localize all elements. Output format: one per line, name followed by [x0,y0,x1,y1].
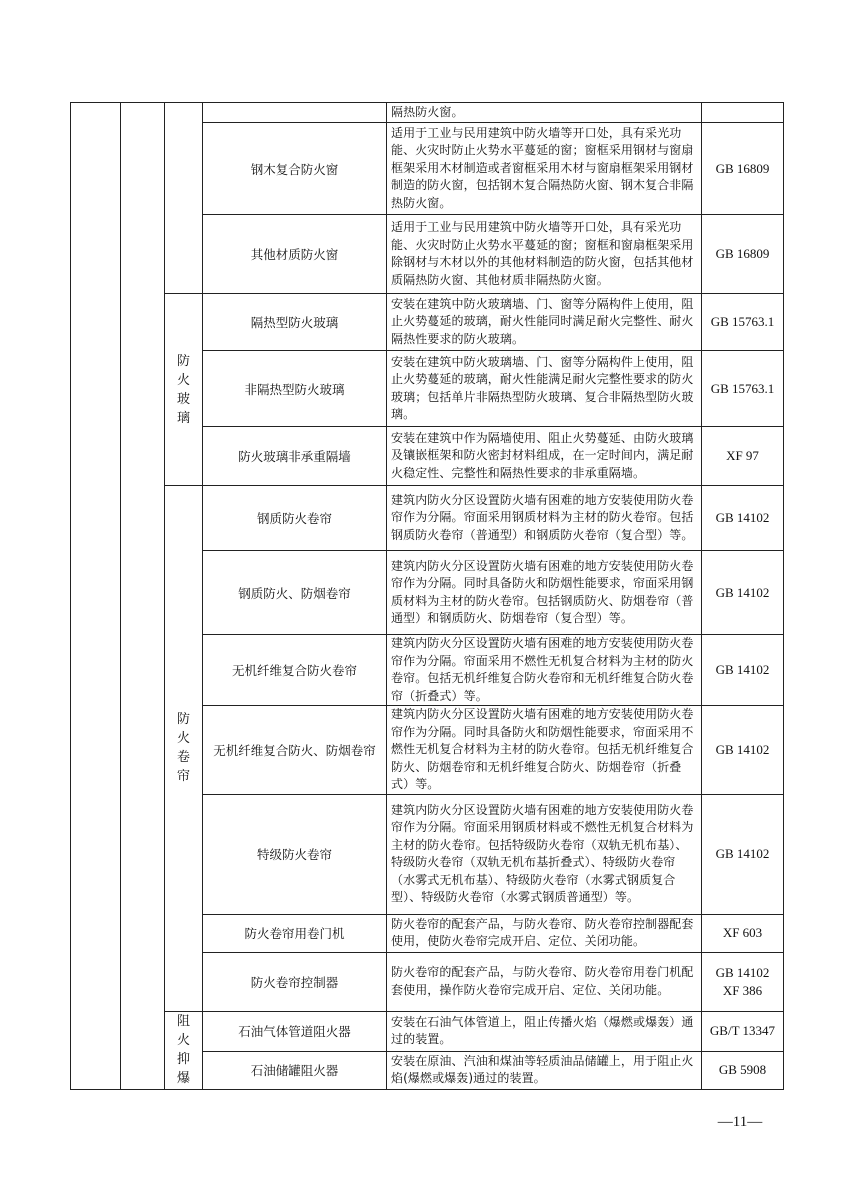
standard-code: GB 5908 [702,1051,784,1089]
standard-code: GB 14102 [702,794,784,914]
product-name: 石油储罐阻火器 [203,1051,387,1089]
product-description: 安装在建筑中防火玻璃墙、门、窗等分隔构件上使用，阻止火势蔓延的玻璃，耐火性能同时满足耐火完整性、耐火隔热性要求的防火玻璃。 [387,294,702,351]
product-name: 钢质防火、防烟卷帘 [203,551,387,635]
product-name: 无机纤维复合防火、防烟卷帘 [203,706,387,795]
blank-column-2 [121,103,165,1090]
standard-code: GB 14102 [702,551,784,635]
product-description: 安装在原油、汽油和煤油等轻质油品储罐上，用于阻止火焰(爆燃或爆轰)通过的装置。 [387,1051,702,1089]
product-name: 隔热型防火玻璃 [203,294,387,351]
product-spec-table [70,102,784,1090]
product-description: 适用于工业与民用建筑中防火墙等开口处，具有采光功能、火灾时防止火势水平蔓延的窗；窗框和窗扇框架采用除钢材与木材以外的其他材料制造的防火窗，包括其他材质隔热防火窗、其他材质非隔热防火窗。 [387,215,702,294]
product-description: 安装在建筑中作为隔墙使用、阻止火势蔓延、由防火玻璃及镶嵌框架和防火密封材料组成，在一定时间内，满足耐火稳定性、完整性和隔热性要求的非承重隔墙。 [387,427,702,486]
standard-code: GB 14102 XF 386 [702,952,784,1011]
table-row [71,1011,784,1051]
standard-code: GB 14102 [702,635,784,706]
product-name: 石油气体管道阻火器 [203,1011,387,1051]
product-name: 防火玻璃非承重隔墙 [203,427,387,486]
product-description: 建筑内防火分区设置防火墙有困难的地方安装使用防火卷帘作为分隔。同时具备防火和防烟性能要求，帘面采用钢质材料为主材的防火卷帘。包括钢质防火、防烟卷帘（普通型）和钢质防火、防烟卷帘（复合型）等。 [387,551,702,635]
table-row [71,294,784,351]
product-description: 防火卷帘的配套产品，与防火卷帘、防火卷帘用卷门机配套使用，操作防火卷帘完成开启、定位、关闭功能。 [387,952,702,1011]
standard-code: XF 603 [702,914,784,952]
product-name: 无机纤维复合防火卷帘 [203,635,387,706]
table-row [71,103,784,123]
standard-code: GB 16809 [702,123,784,215]
product-description: 建筑内防火分区设置防火墙有困难的地方安装使用防火卷帘作为分隔。同时具备防火和防烟性能要求，帘面采用不燃性无机复合材料为主材的防火卷帘。包括无机纤维复合防火、防烟卷帘和无机纤维复合防火、防烟卷帘（折叠式）等。 [387,706,702,795]
product-name: 钢质防火卷帘 [203,486,387,551]
product-description: 防火卷帘的配套产品，与防火卷帘、防火卷帘控制器配套使用，使防火卷帘完成开启、定位、关闭功能。 [387,914,702,952]
product-name: 钢木复合防火窗 [203,123,387,215]
product-description: 安装在建筑中防火玻璃墙、门、窗等分隔构件上使用，阻止火势蔓延的玻璃，耐火性能满足耐火完整性要求的防火玻璃；包括单片非隔热型防火玻璃、复合非隔热型防火玻璃。 [387,351,702,427]
standard-code [702,103,784,123]
product-description: 建筑内防火分区设置防火墙有困难的地方安装使用防火卷帘作为分隔。帘面采用不燃性无机复合材料为主材的防火卷帘。包括无机纤维复合防火卷帘和无机纤维复合防火卷帘（折叠式）等。 [387,635,702,706]
category-cell-window [165,103,203,294]
product-name: 特级防火卷帘 [203,794,387,914]
product-description: 建筑内防火分区设置防火墙有困难的地方安装使用防火卷帘作为分隔。帘面采用钢质材料或不燃性无机复合材料为主材的防火卷帘。包括特级防火卷帘（双轨无机布基）、特级防火卷帘（双轨无机布基折叠式）、特级防火卷帘（水雾式无机布基）、特级防火卷帘（水雾式钢质复合型）、特级防火卷帘（水雾式钢质普通型）等。 [387,794,702,914]
category-cell-arrester: 阻 火 抑 爆 [165,1011,203,1089]
standard-code: XF 97 [702,427,784,486]
blank-column-1 [71,103,121,1090]
standard-code: GB 15763.1 [702,351,784,427]
standard-code: GB 15763.1 [702,294,784,351]
product-description: 适用于工业与民用建筑中防火墙等开口处，具有采光功能、火灾时防止火势水平蔓延的窗；窗框采用钢材与窗扇框架采用木材制造或者窗框采用木材与窗扇框架采用钢材制造的防火窗，包括钢木复合隔热防火窗、钢木复合非隔热防火窗。 [387,123,702,215]
product-name: 其他材质防火窗 [203,215,387,294]
category-cell-glass: 防 火 玻 璃 [165,294,203,486]
table-row [71,486,784,551]
product-name [203,103,387,123]
category-cell-shutter: 防 火 卷 帘 [165,486,203,1012]
product-description: 隔热防火窗。 [387,103,702,123]
product-name: 防火卷帘控制器 [203,952,387,1011]
standard-code: GB 14102 [702,706,784,795]
product-description: 建筑内防火分区设置防火墙有困难的地方安装使用防火卷帘作为分隔。帘面采用钢质材料为主材的防火卷帘。包括钢质防火卷帘（普通型）和钢质防火卷帘（复合型）等。 [387,486,702,551]
product-name: 防火卷帘用卷门机 [203,914,387,952]
product-description: 安装在石油气体管道上，阻止传播火焰（爆燃或爆轰）通过的装置。 [387,1011,702,1051]
page-number: —11— [717,1114,763,1130]
standard-code: GB 14102 [702,486,784,551]
standard-code: GB 16809 [702,215,784,294]
product-name: 非隔热型防火玻璃 [203,351,387,427]
standard-code: GB/T 13347 [702,1011,784,1051]
